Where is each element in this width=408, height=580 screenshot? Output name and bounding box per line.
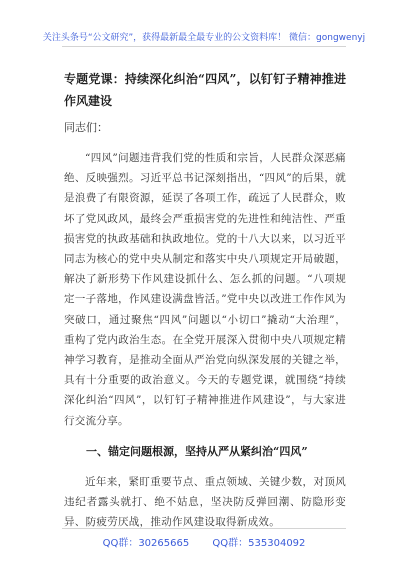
- footer-qq-group-2: QQ群：535304092: [212, 538, 306, 549]
- body-paragraph-1: “四风”问题违背我们党的性质和宗旨，人民群众深恶痛绝、反映强烈。习近平总书记深刻指出，“四风”的后果，就是浪费了有限资源，延误了各项工作，疏远了人民群众，败坏了党风政风，最终会严重损害党的先进性和纯洁性、严重损害党的执政基础和执政地位。党的十八大以来，以习近平同志为核心的党中央从制定和落实中央八项规定开局破题，解决了新形势下作风建设抓什么、怎么抓的问题。“八项规定一子落地，作风建设满盘皆活。”党中央以改进工作作风为突破口，通过聚焦“四风”问题以“小切口”撬动“大治理”，重构了党内政治生态。在全党开展深入贯彻中央八项规定精神学习教育，是推动全面从严治党向纵深发展的关键之举，具有十分重要的政治意义。今天的专题党课，就围绕“持续深化纠治“四风”，以钉钉子精神推进作风建设”，与大家进行交流分享。: [64, 152, 346, 427]
- footer-qq-group-1: QQ群：30265665: [102, 538, 190, 549]
- footer: [0, 534, 408, 549]
- header-divider: [62, 46, 346, 47]
- body-paragraph-2: 近年来，紧盯重要节点、重点领域、关键少数，对顶风违纪者露头就打、绝不姑息，坚决防反弹回潮、防隐形变异、防疲劳厌战，推动作风建设取得新成效。: [64, 476, 346, 528]
- document-title: 专题党课：持续深化纠治“四风”，以钉钉子精神推进作风建设: [64, 72, 346, 108]
- section-heading-1: 一、锚定问题根源，坚持从严从紧纠治“四风”: [86, 445, 308, 458]
- salutation: 同志们：: [64, 121, 108, 134]
- header-banner: 关注头条号“公文研究”，获得最新最全最专业的公文资料库！ 微信：gongwenyj: [42, 33, 366, 43]
- footer-divider: [62, 528, 346, 529]
